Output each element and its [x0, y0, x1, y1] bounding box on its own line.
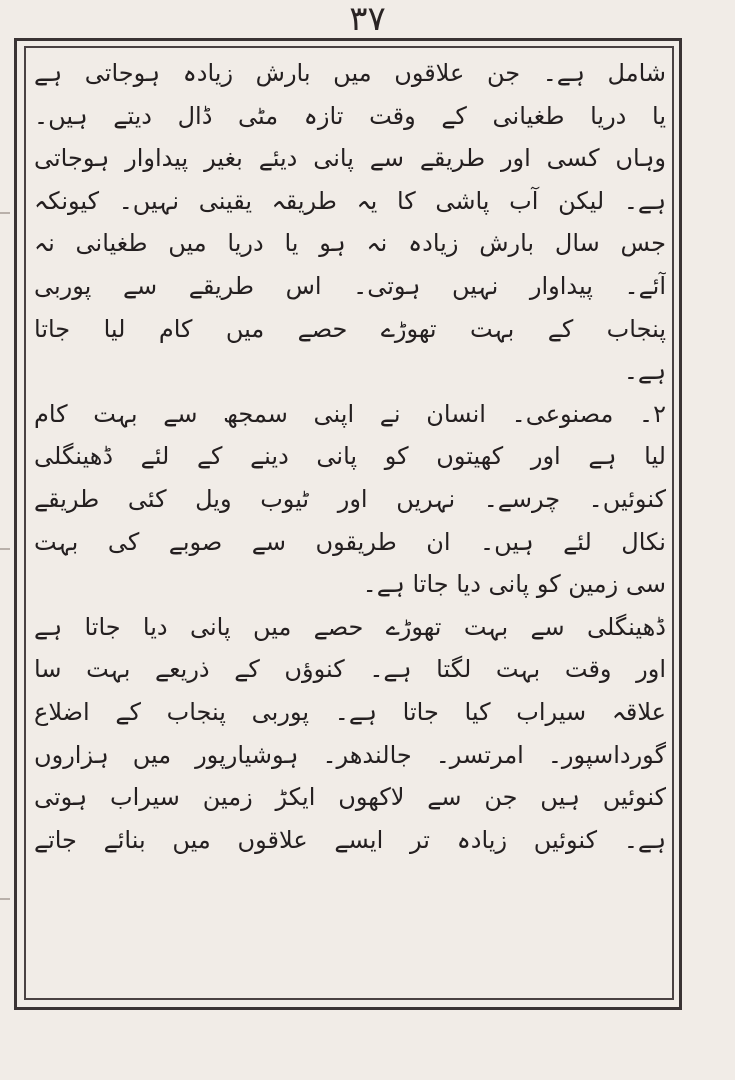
text-line: اور وقت بہت لگتا ہے۔ کنوؤں کے ذریعے بہت سا [34, 655, 666, 684]
binding-mark [0, 548, 10, 550]
text-line: ڈھینگلی سے بہت تھوڑے حصے میں پانی دیا جاتا ہے [34, 612, 666, 641]
page-body-text [34, 52, 666, 992]
page-number: ۳۷ [349, 0, 386, 39]
text-line: جس سال بارش زیادہ نہ ہو یا دریا میں طغیانی نہ [34, 229, 666, 258]
text-line: ہے۔ [623, 357, 666, 386]
text-line: نکال لئے ہیں۔ ان طریقوں سے صوبے کی بہت [34, 527, 666, 556]
text-line: علاقہ سیراب کیا جاتا ہے۔ پوربی پنجاب کے اضلاع [34, 697, 666, 726]
binding-mark [0, 898, 10, 900]
text-line: ہے۔ کنوئیں زیادہ تر ایسے علاقوں میں بنائے جاتے [34, 825, 666, 854]
text-line: سی زمین کو پانی دیا جاتا ہے۔ [362, 570, 666, 599]
text-line: یا دریا طغیانی کے وقت تازہ مٹی ڈال دیتے ہیں۔ [34, 101, 666, 130]
text-line: شامل ہے۔ جن علاقوں میں بارش زیادہ ہوجاتی ہے [34, 59, 666, 87]
text-line: ۲۔ مصنوعی۔ انسان نے اپنی سمجھ سے بہت کام [34, 399, 666, 428]
text-line: لیا ہے اور کھیتوں کو پانی دینے کے لئے ڈھینگلی [34, 442, 666, 471]
text-line: آئے۔ پیداوار نہیں ہوتی۔ اس طریقے سے پوربی [34, 271, 666, 300]
text-line: کنوئیں ہیں جن سے لاکھوں ایکڑ زمین سیراب ہوتی [34, 783, 666, 812]
text-line: گورداسپور۔ امرتسر۔ جالندھر۔ ہوشیارپور میں ہزاروں [34, 740, 666, 769]
text-line: ہے۔ لیکن آب پاشی کا یہ طریقہ یقینی نہیں۔ کیونکہ [34, 186, 666, 215]
text-line: پنجاب کے بہت تھوڑے حصے میں کام لیا جاتا [34, 314, 666, 343]
text-line: کنوئیں۔ چرسے۔ نہریں اور ٹیوب ویل کئی طریقے [34, 484, 666, 513]
binding-mark [0, 212, 10, 214]
text-line: وہاں کسی اور طریقے سے پانی دیئے بغیر پیداوار ہوجاتی [34, 144, 666, 173]
